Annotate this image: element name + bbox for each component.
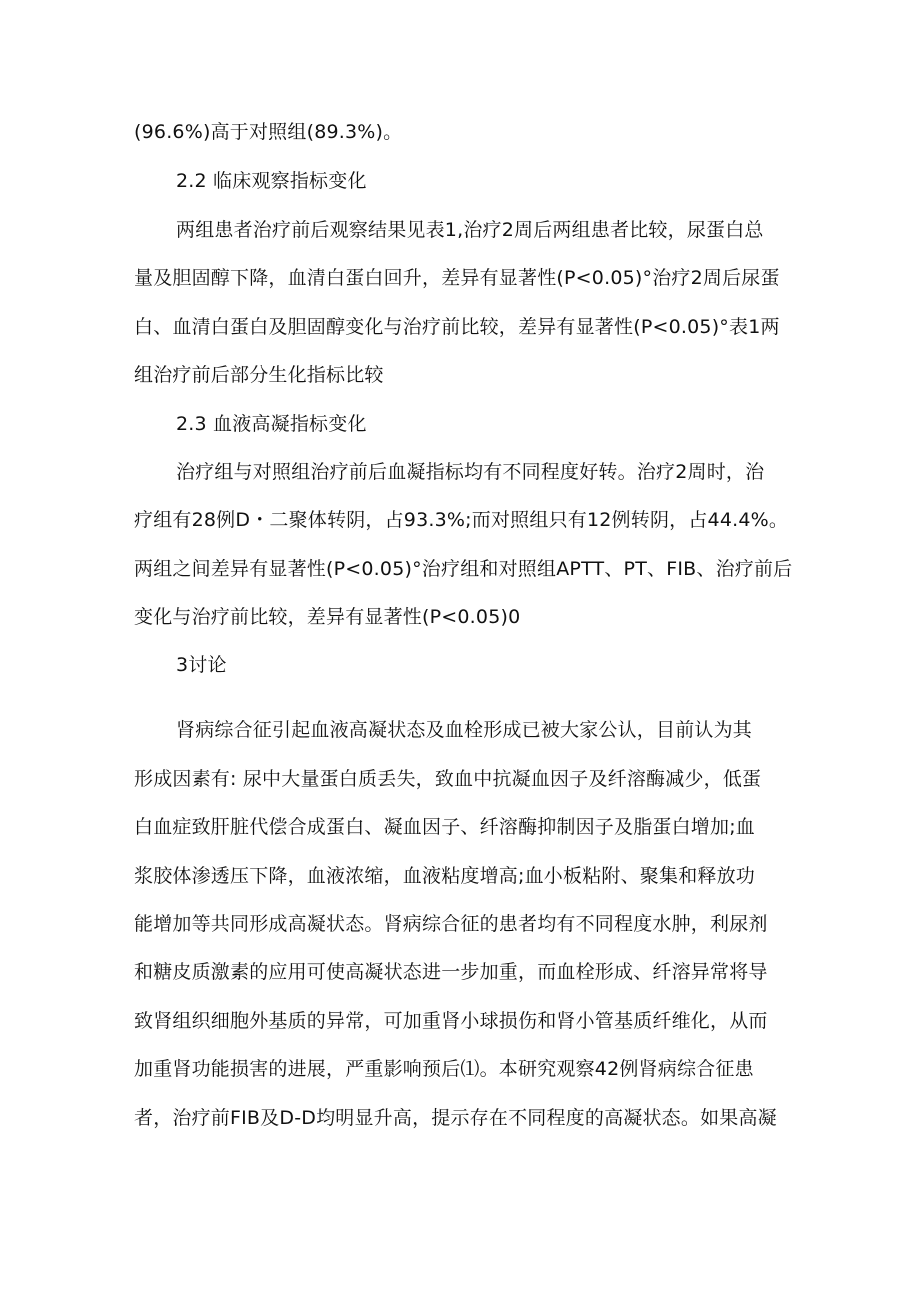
paragraph-line: 加重肾功能损害的进展，严重影响预后⑴。本研究观察42例肾病综合征患 [134, 1058, 754, 1080]
paragraph-line: 和糖皮质激素的应用可使高凝状态进一步加重，而血栓形成、纤溶异常将导 [134, 961, 768, 983]
section-heading-2-3: 2.3 血液高凝指标变化 [176, 413, 367, 435]
section-heading-3: 3讨论 [176, 654, 227, 676]
paragraph-line: 白、血清白蛋白及胆固醇变化与治疗前比较，差异有显著性(P<0.05)°表1两 [134, 316, 780, 338]
paragraph-line: 者，治疗前FIB及D-D均明显升高，提示存在不同程度的高凝状态。如果高凝 [134, 1107, 777, 1129]
paragraph-line: 治疗组与对照组治疗前后血凝指标均有不同程度好转。治疗2周时，治 [176, 461, 765, 483]
paragraph-line: 疗组有28例D・二聚体转阴，占93.3%;而对照组只有12例转阴，占44.4%。 [134, 509, 789, 531]
paragraph-line: 浆胶体渗透压下降，血液浓缩，血液粘度增高;血小板粘附、聚集和释放功 [134, 865, 756, 887]
paragraph-line: 肾病综合征引起血液高凝状态及血栓形成已被大家公认，目前认为其 [176, 719, 753, 741]
paragraph-line: 形成因素有: 尿中大量蛋白质丢失，致血中抗凝血因子及纤溶酶减少，低蛋 [134, 768, 762, 790]
text-line-continuation: (96.6%)高于对照组(89.3%)。 [134, 121, 403, 143]
paragraph-line: 量及胆固醇下降，血清白蛋白回升，差异有显著性(P<0.05)°治疗2周后尿蛋 [134, 267, 780, 289]
paragraph-line: 致肾组织细胞外基质的异常，可加重肾小球损伤和肾小管基质纤维化，从而 [134, 1010, 768, 1032]
paragraph-line: 两组患者治疗前后观察结果见表1,治疗2周后两组患者比较，尿蛋白总 [176, 219, 764, 241]
section-heading-2-2: 2.2 临床观察指标变化 [176, 170, 367, 192]
paragraph-line: 两组之间差异有显著性(P<0.05)°治疗组和对照组APTT、PT、FIB、治疗前后 [134, 558, 793, 580]
paragraph-line: 变化与治疗前比较，差异有显著性(P<0.05)0 [134, 606, 521, 628]
paragraph-line: 能增加等共同形成高凝状态。肾病综合征的患者均有不同程度水肿，利尿剂 [134, 913, 768, 935]
paragraph-line: 白血症致肝脏代偿合成蛋白、凝血因子、纤溶酶抑制因子及脂蛋白增加;血 [134, 816, 756, 838]
paragraph-line: 组治疗前后部分生化指标比较 [134, 364, 384, 386]
